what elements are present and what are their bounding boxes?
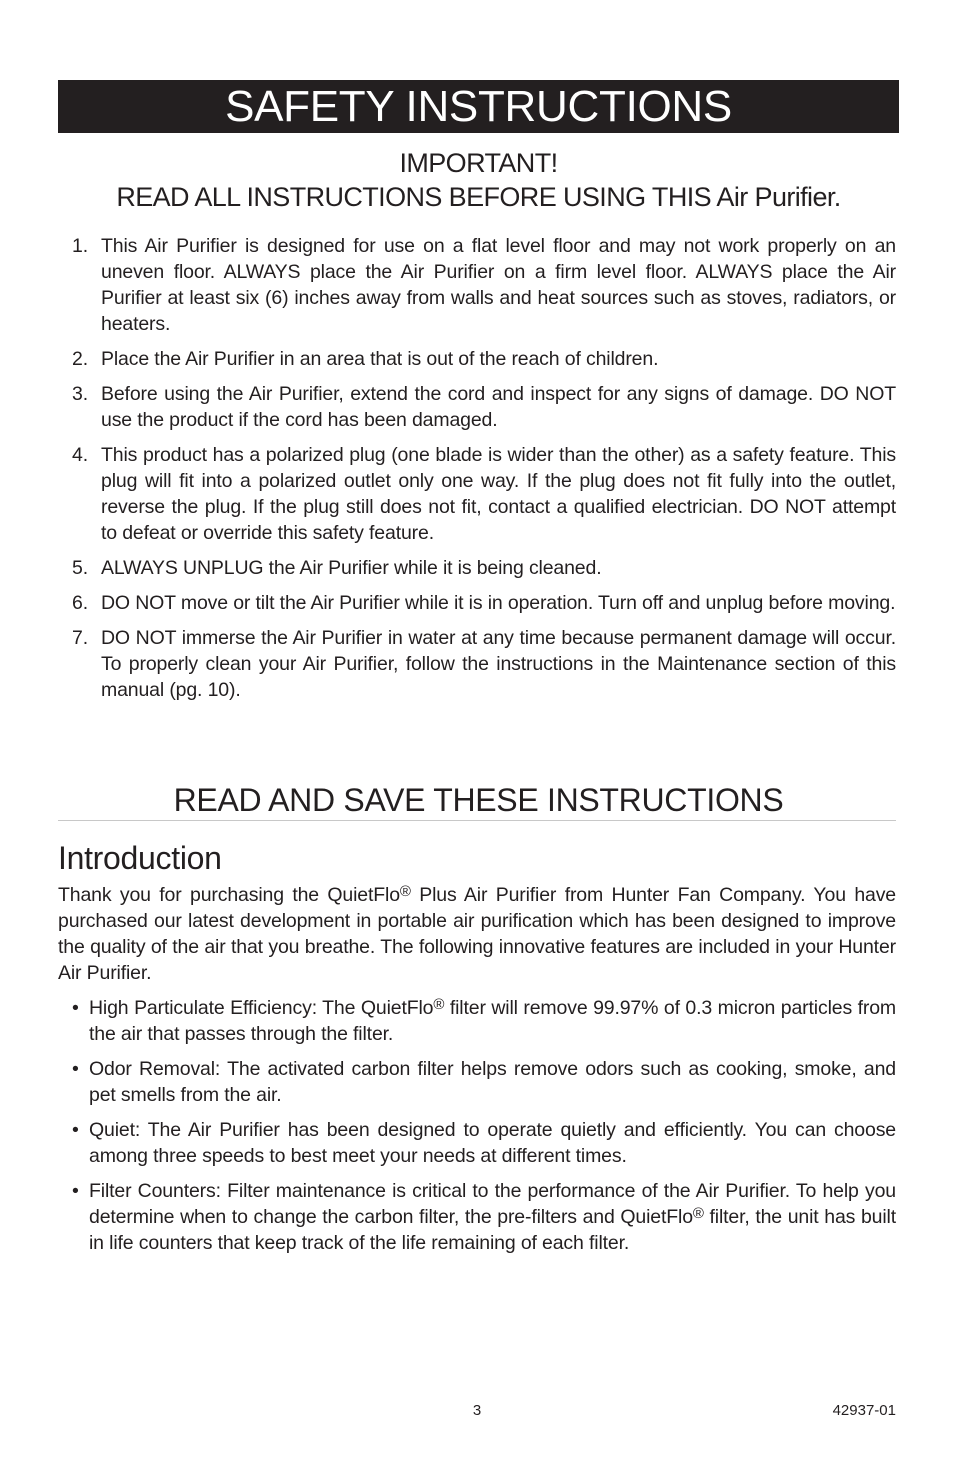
- read-all-instructions-heading: READ ALL INSTRUCTIONS BEFORE USING THIS Air Purifier.: [116, 182, 841, 212]
- important-notice: [58, 146, 899, 214]
- item-text: This Air Purifier is designed for use on a flat level floor and may not work properly on an uneven floor. ALWAYS place the Air Purifier on a firm level floor. ALWAYS place the Air Purifier at least six (6) inches away from walls and heat sources such as stoves, radiators, or heaters.: [101, 235, 896, 335]
- page-number: 3: [472, 1402, 482, 1419]
- feature-text: High Particulate Efficiency: The QuietFlo: [89, 997, 434, 1019]
- item-text: Before using the Air Purifier, extend the cord and inspect for any signs of damage. DO NOT use the product if the cord has been damaged.: [101, 383, 896, 431]
- item-number: 4.: [72, 444, 88, 466]
- bullet: •: [72, 1058, 79, 1080]
- bullet: •: [72, 1119, 79, 1141]
- safety-item: [0, 590, 896, 616]
- safety-item: [0, 555, 896, 581]
- intro-text-end: Plus Air Purifier from Hunter Fan Company. You have purchased our latest development in portable air purification which has been designed to improve the quality of the air that you breathe. The following innovative features are included in your Hunter Air Purifier.: [58, 884, 896, 984]
- feature-text-end: filter, the unit has built in life counters that keep track of the life remaining of each filter.: [89, 1206, 896, 1254]
- item-text: DO NOT move or tilt the Air Purifier while it is in operation. Turn off and unplug before moving.: [101, 592, 896, 614]
- bullet: •: [72, 997, 79, 1019]
- feature-text-end: filter will remove 99.97% of 0.3 micron particles from the air that passes through the filter.: [89, 997, 897, 1045]
- intro-text-start: Thank you for purchasing the QuietFlo: [58, 884, 400, 906]
- read-and-save-heading: READ AND SAVE THESE INSTRUCTIONS: [173, 782, 784, 818]
- registered-mark: ®: [433, 996, 445, 1013]
- important-heading: IMPORTANT!: [399, 148, 558, 178]
- item-number: 7.: [72, 627, 88, 649]
- item-text: ALWAYS UNPLUG the Air Purifier while it is being cleaned.: [101, 557, 602, 579]
- feature-item: [0, 1117, 896, 1169]
- item-number: 1.: [72, 235, 88, 257]
- safety-instructions-list: [0, 233, 896, 712]
- item-number: 6.: [72, 592, 88, 614]
- features-list: [0, 995, 896, 1265]
- feature-item: [0, 995, 896, 1047]
- safety-instructions-banner: SAFETY INSTRUCTIONS: [58, 80, 899, 133]
- registered-mark: ®: [399, 883, 411, 900]
- feature-item: [0, 1056, 896, 1108]
- introduction-heading: Introduction: [58, 840, 222, 876]
- safety-item: [0, 625, 896, 703]
- item-text: This product has a polarized plug (one blade is wider than the other) as a safety feature. This plug will fit into a polarized outlet only one way. If the plug does not fit fully into the outlet, reverse the plug. If the plug still does not fit, contact a qualified electrician. DO NOT attempt to defeat or override this safety feature.: [101, 444, 896, 544]
- safety-item: [0, 381, 896, 433]
- item-number: 3.: [72, 383, 88, 405]
- safety-item: [0, 346, 896, 372]
- item-text: Place the Air Purifier in an area that is out of the reach of children.: [101, 348, 659, 370]
- section-divider: [58, 820, 896, 821]
- introduction-paragraph: [58, 882, 896, 986]
- safety-item: [0, 233, 896, 337]
- item-number: 2.: [72, 348, 88, 370]
- feature-text: Odor Removal: The activated carbon filter helps remove odors such as cooking, smoke, and pet smells from the air.: [89, 1058, 896, 1106]
- document-number: 42937-01: [832, 1402, 896, 1419]
- item-number: 5.: [72, 557, 88, 579]
- registered-mark: ®: [692, 1205, 704, 1222]
- feature-item: [0, 1178, 896, 1256]
- feature-text: Filter Counters: Filter maintenance is critical to the performance of the Air Purifier. To help you determine when to change the carbon filter, the pre-filters and QuietFlo: [89, 1180, 896, 1228]
- feature-text: Quiet: The Air Purifier has been designed to operate quietly and efficiently. You can choose among three speeds to best meet your needs at different times.: [89, 1119, 896, 1167]
- safety-item: [0, 442, 896, 546]
- bullet: •: [72, 1180, 79, 1202]
- item-text: DO NOT immerse the Air Purifier in water at any time because permanent damage will occur. To properly clean your Air Purifier, follow the instructions in the Maintenance section of this manual (pg. 10).: [101, 627, 896, 701]
